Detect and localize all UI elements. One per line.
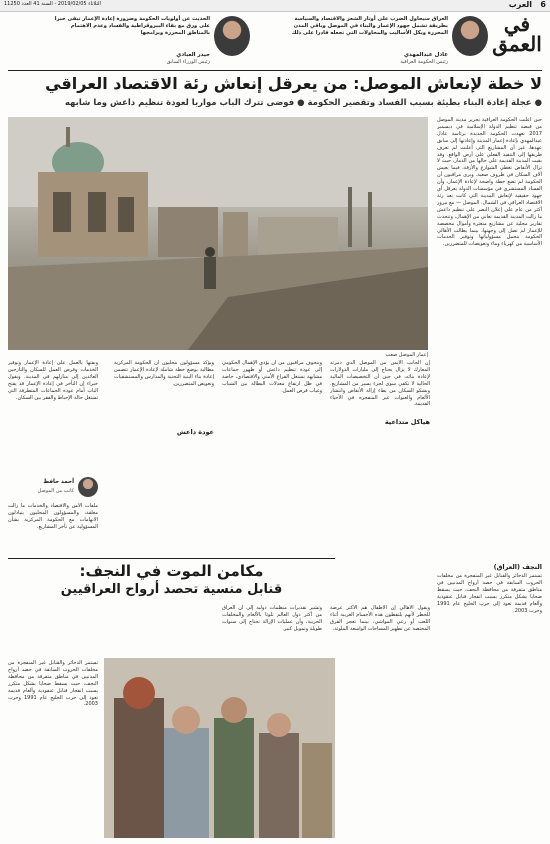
article-column-5: ونفتها بالعمل على إعادة الإعمار وتوفير الخدمات وفرص العمل للسكان والنازحين العائدين إلى منازلهم في المدينة. ويقول خبراء إن التأخر في إعادة الإعمار قد يفتح الباب أمام عودة الجماعات المتطرفة التي تستغل حالة الإحباط والفقر بين السكان. <box>8 360 98 401</box>
photo-caption: إعمار الموصل صعب <box>385 352 428 358</box>
quote-text: الحديث عن أولويات الحكومة وضرورة إعادة الإعمار تبقى حبرا على ورق مع بقاء البيروقراطية والفساد وعدم الاهتمام بالمناطق المحررة وبرامجها <box>54 16 210 36</box>
quote-card-1 <box>258 14 488 66</box>
children-photo <box>104 658 335 838</box>
article-column-2: إن الجانب الأيمن من الموصل الذي دمرته المعارك لا يزال يحتاج إلى مليارات الدولارات لإعادة بنائه، في حين أن التخصيصات المالية الحالية لا تكفي سوى لجزء يسير من المشاريع. ويشكو السكان من بطء إزالة الأنقاض وانتشار الألغام والعبوات غير المنفجرة في الأحياء القديمة. <box>330 360 430 408</box>
mosul-ruins-photo <box>8 117 428 350</box>
article-column-6: ملفات الأمن والاقتصاد والخدمات ما زالت معلقة، والمسؤولون المحليون يتبادلون الاتهامات مع الحكومة المركزية بشأن المسؤولية عن تأخر المشاريع. <box>8 503 98 530</box>
top-bar <box>0 0 550 12</box>
quote-name: عادل عبدالمهدي <box>404 52 448 58</box>
article-headline: لا خطة لإنعاش الموصل: من يعرقل إنعاش رئة الاقتصاد العراقي <box>45 74 542 93</box>
subhead-2: عودة داعش <box>176 428 214 436</box>
article2-column-d: تستمر الذخائر والقنابل غير المنفجرة من مخلفات الحروب السابقة في حصد أرواح المدنيين في مناطق متفرقة من محافظة النجف، حيث يسقط ضحايا بشكل متكرر بسبب انفجار قنابل عنقودية وألغام قديمة تعود إلى حرب الخليج عام 1991 وحرب 2003. <box>8 660 98 708</box>
newspaper-brand: العرب <box>508 0 532 9</box>
quote-role: رئيس الحكومة العراقية <box>400 59 448 65</box>
article2-subheadline: قنابل منسية تحصد أرواح العراقيين <box>60 582 283 597</box>
divider <box>8 70 542 71</box>
divider <box>8 558 335 559</box>
author-photo <box>78 477 98 497</box>
ruins-illustration <box>8 117 428 350</box>
subhead-1: هياكل متداعية <box>384 418 430 426</box>
quote-text: العراق سيحاول الضرب على أوتار الشعر والاقتصاد والسياسة بطريقة تشمل جهود الإعمار والبناء في الموصل وباقي المدن المحررة وبكل الأساليب والمحاولات التي تجعله قادرا على ذلك <box>291 16 448 36</box>
author-name: أحمد حافظ <box>43 479 74 485</box>
article2-headline: مكامن الموت في النجف: <box>79 562 264 580</box>
article-column-3: ويتخوف مراقبون من أن يؤدي الإهمال الحكومي إلى عودة تنظيم داعش أو ظهور جماعات مشابهة تستغل الفراغ الأمني والاقتصادي، خاصة في ظل ارتفاع معدلات البطالة بين الشباب وغياب فرص العمل. <box>222 360 322 394</box>
portrait-photo <box>214 16 250 56</box>
article-subheadline: ● عجلة إعادة البناء بطيئة بسبب الفساد وتقصير الحكومة ● فوضى تترك الباب مواربا لعودة تنظيم داعش وما شابهه <box>64 98 542 108</box>
article-column-4: ويؤكد مسؤولون محليون أن الحكومة المركزية مطالبة بوضع خطة شاملة لإعادة الإعمار تتضمن إعادة بناء البنية التحتية والمدارس والمستشفيات وتعويض المتضررين. <box>114 360 214 387</box>
author-role: كاتب من الموصل <box>37 488 74 494</box>
section-title: في العمق <box>492 12 542 56</box>
article2-lead-label: النجف (العراق) <box>493 563 542 571</box>
quote-name: حيدر العبادي <box>176 52 210 58</box>
article2-column-b: ويقول الأهالي إن الأطفال هم الأكثر عرضة للخطر لأنهم يلتقطون هذه الأجسام الغريبة أثناء اللعب أو رعي المواشي، بينما تعجز الفرق المختصة عن تطهير المساحات الواسعة الملوثة. <box>330 605 430 632</box>
issue-line: الثلاثاء 2019/02/05 - السنة 41 العدد 11250 <box>4 1 101 7</box>
article-column-right: حين أعلنت الحكومة العراقية تحرير مدينة الموصل من قبضة تنظيم الدولة الإسلامية في ديسمبر 2017 تعهدت الحكومة الجديدة برئاسة عادل عبدالمهدي بإعادة إعمار المدينة وإعادتها إلى سابق عهدها، غير أن المشاريع التي أعلنت لم تعرف طريقها إلى التنفيذ الفعلي على أرض الواقع. وقد بقيت المدينة القديمة على حالها من الدمار، حيث لا تزال الأنقاض تغطي الشوارع والأزقة، فيما يعيش آلاف السكان في ظروف صعبة. ويرى مراقبون أن الحكومة لم تضع خطة واضحة لإعادة الإعمار، وأن الفساد المستشري في مؤسسات الدولة يعرقل أي جهود حقيقية لإنعاش المدينة التي كانت تعد رئة الاقتصاد العراقي في الشمال. الموصل — مع مرور أكثر من عام على إعلان النصر على تنظيم داعش ما زالت المدينة القديمة تعاني من الإهمال، وتتحدث تقارير محلية عن مشاريع متعثرة وأموال مخصصة للإعمار لم تصل إلى وجهتها، بينما يطالب الأهالي الحكومة بتحمل مسؤولياتها وتوفير الخدمات الأساسية من كهرباء وماء وتعويضات للمتضررين. <box>437 117 542 248</box>
article2-column-a: تستمر الذخائر والقنابل غير المنفجرة من مخلفات الحروب السابقة في حصد أرواح المدنيين في مناطق متفرقة من محافظة النجف، حيث يسقط ضحايا بشكل متكرر بسبب انفجار قنابل عنقودية وألغام قديمة تعود إلى حرب الخليج عام 1991 وحرب 2003. <box>437 573 542 614</box>
portrait-photo <box>452 16 488 56</box>
children-illustration <box>104 658 335 838</box>
quote-role: رئيس الوزراء السابق <box>166 59 210 65</box>
article2-column-c: وتشير تقديرات منظمات دولية إلى أن العراق من أكثر دول العالم تلوثا بالألغام والمخلفات الحربية، وأن عمليات الإزالة تحتاج إلى سنوات طويلة وتمويل كبير. <box>222 605 322 632</box>
author-box <box>8 477 98 499</box>
page-number: 6 <box>540 0 546 9</box>
quote-card-2 <box>20 14 250 66</box>
